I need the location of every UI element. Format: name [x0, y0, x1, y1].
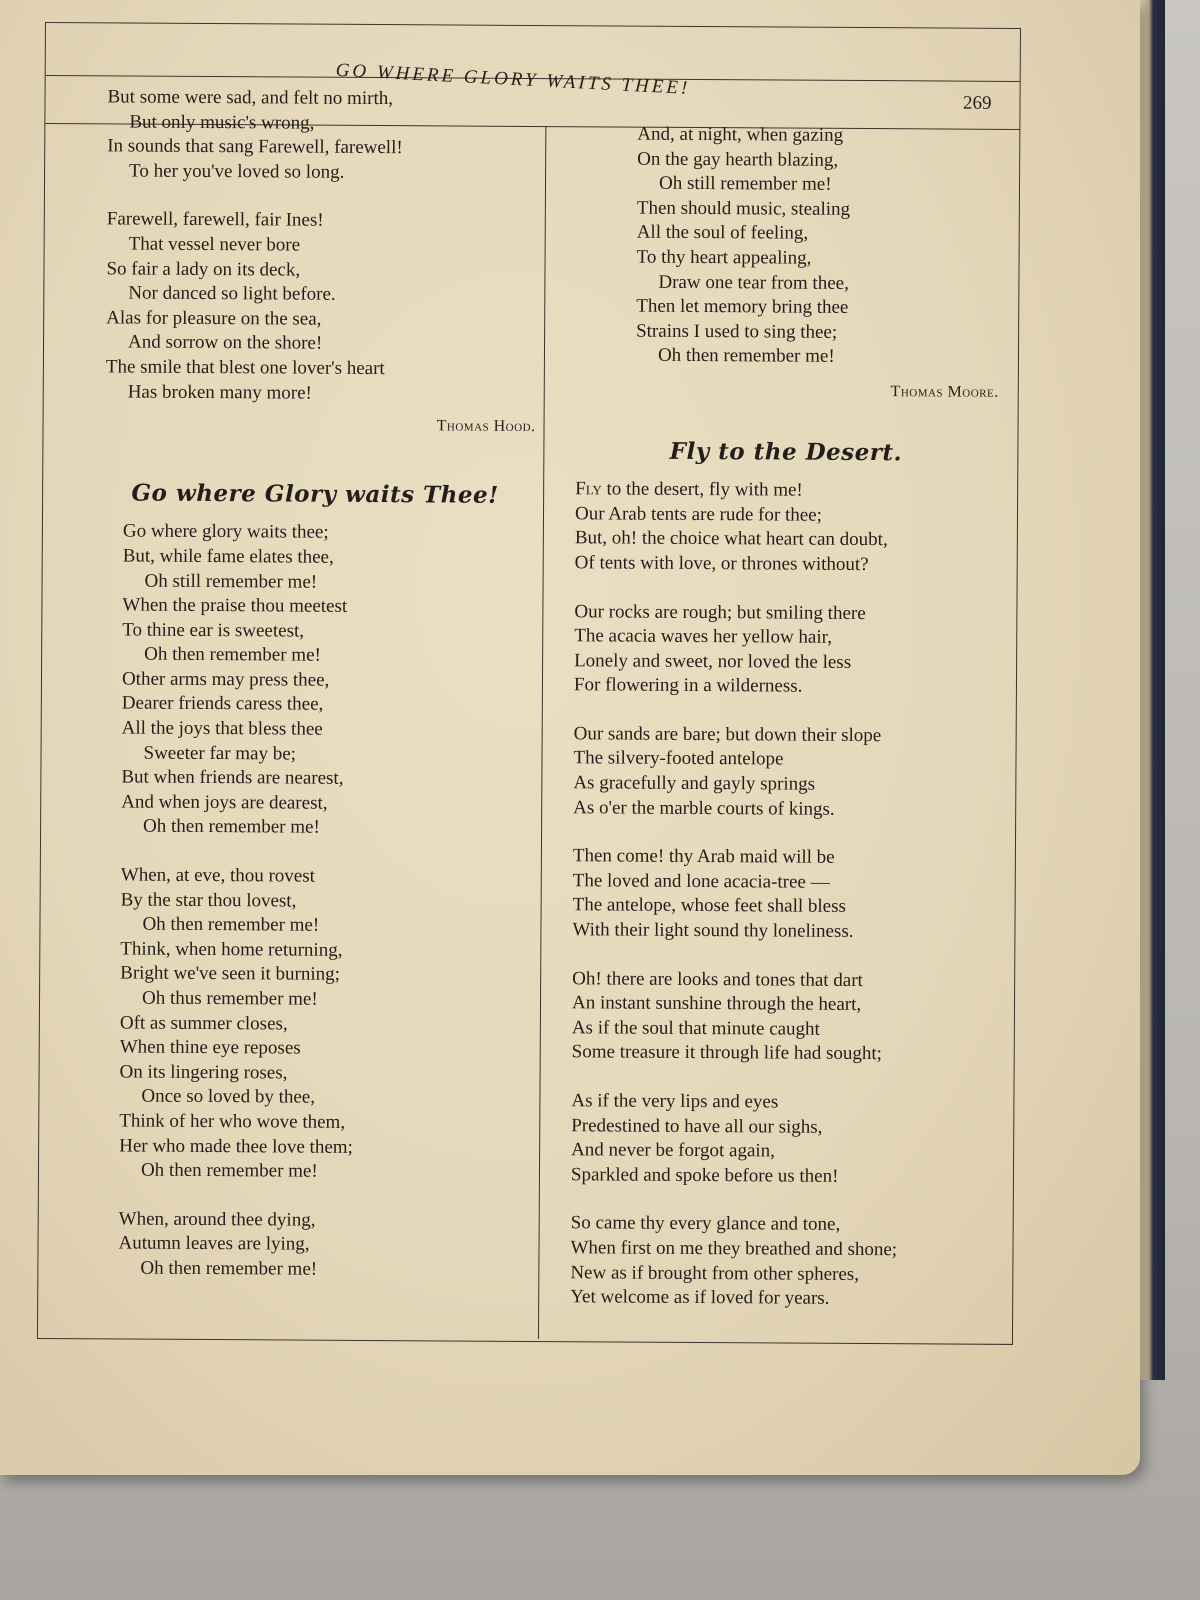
poem-line: But some were sad, and felt no mirth,	[107, 86, 394, 110]
poem-line: Oh then remember me!	[142, 913, 320, 936]
poem-line: But, while fame elates thee,	[122, 545, 334, 568]
poem-line: When, at eve, thou rovest	[120, 864, 316, 887]
poem-line: Think of her who wove them,	[119, 1110, 346, 1133]
poem-line: Autumn leaves are lying,	[118, 1232, 310, 1255]
poem-line: Has broken many more!	[127, 381, 312, 404]
stanza-break	[571, 1065, 994, 1092]
left-column	[100, 85, 536, 1283]
poem-line: As if the soul that minute caught	[571, 1017, 820, 1040]
stanza-break	[573, 820, 996, 847]
poem-line: New as if brought from other spheres,	[570, 1261, 860, 1285]
poem-line: Oh still remember me!	[144, 570, 318, 593]
poem-line: Oh then remember me!	[143, 816, 320, 839]
poem-line: To thine ear is sweetest,	[122, 619, 305, 642]
poem-line: When, around thee dying,	[118, 1208, 316, 1231]
poem-hood-tail	[106, 85, 528, 407]
poem-line: When first on me they breathed and shone;	[570, 1237, 898, 1261]
poem-line: As gracefully and gayly springs	[573, 772, 816, 795]
poem-line: Our sands are bare; but down their slope	[573, 723, 882, 746]
stanza-break	[571, 1188, 994, 1215]
first-line-rest: to the desert, fly with me!	[601, 478, 803, 501]
poem-line: So came thy every glance and tone,	[570, 1212, 841, 1236]
poem-line: And, at night, when gazing	[637, 123, 844, 146]
author-thomas-moore: Thomas Moore.	[890, 383, 999, 401]
poem-line: All the joys that bless thee	[121, 717, 323, 740]
poem-line: Some treasure it through life had sought;	[571, 1041, 883, 1065]
poem-line: Nor danced so light before.	[128, 282, 336, 305]
poem-line: Oh! there are looks and tones that dart	[572, 967, 863, 991]
poem-line: Go where glory waits thee;	[122, 520, 329, 544]
stanza-break	[119, 1183, 521, 1209]
poem-go-where-glory-continued	[574, 122, 1000, 371]
page-frame	[37, 22, 1021, 1345]
poem-line: But when friends are nearest,	[121, 766, 344, 790]
poem-line: In sounds that sang Farewell, farewell!	[107, 135, 403, 159]
poem-line: To thy heart appealing,	[636, 246, 812, 269]
poem-line: On its lingering roses,	[119, 1061, 288, 1084]
poem-line: Her who made thee love them;	[119, 1135, 353, 1158]
poem-line: The loved and lone acacia-tree —	[572, 870, 830, 893]
poem-line: Oh still remember me!	[658, 172, 832, 195]
poem-line: Once so loved by thee,	[141, 1085, 316, 1109]
poem-line: But only music's wrong,	[129, 111, 315, 134]
running-title: GO WHERE GLORY WAITS THEE!	[335, 59, 691, 100]
stanza-break	[574, 698, 997, 725]
poem-line: Yet welcome as if loved for years.	[570, 1286, 830, 1309]
poem-line: Strains I used to sing thee;	[636, 320, 838, 343]
poem-title-go-where-glory: Go where Glory waits Thee!	[131, 479, 499, 509]
poem-line: With their light sound thy loneliness.	[572, 919, 854, 942]
poem-line: When thine eye reposes	[119, 1036, 301, 1059]
poem-line: Then come! thy Arab maid will be	[572, 845, 835, 869]
poem-fly-lines	[570, 502, 998, 1313]
poem-line: That vessel never bore	[128, 233, 301, 256]
poem-line: Oh then remember me!	[657, 345, 835, 368]
poem-line: Alas for pleasure on the sea,	[106, 307, 322, 330]
poem-line: Farewell, farewell, fair Ines!	[106, 208, 324, 232]
poem-line: Lonely and sweet, nor loved the less	[574, 649, 852, 673]
poem-line: The antelope, whose feet shall bless	[572, 894, 846, 918]
poem-line: But, oh! the choice what heart can doubt,	[574, 527, 888, 551]
poem-line: Predestined to have all our sighs,	[571, 1114, 823, 1138]
poem-line: The acacia waves her yellow hair,	[574, 625, 833, 648]
poem-line: When the praise thou meetest	[122, 594, 348, 617]
poem-line: Think, when home returning,	[120, 938, 343, 961]
poem-line: Oft as summer closes,	[119, 1012, 288, 1035]
poem-line: Bright we've seen it burning;	[120, 962, 341, 986]
poem-line: Oh then remember me!	[144, 643, 321, 666]
poem-line: Other arms may press thee,	[121, 668, 330, 691]
poem-line: The silvery-footed antelope	[573, 747, 784, 770]
stanza-break	[107, 184, 527, 211]
poem-fly-to-desert	[568, 477, 998, 1312]
poem-line: Then let memory bring thee	[636, 295, 849, 319]
poem-go-where-glory	[100, 520, 525, 1284]
poem-line: For flowering in a wilderness.	[573, 674, 803, 697]
right-column	[568, 122, 1000, 1312]
column-divider	[538, 126, 546, 1339]
poem-line: Oh then remember me!	[140, 1257, 318, 1280]
poem-line: Oh then remember me!	[140, 1159, 318, 1182]
poem-line: Of tents with love, or thrones without?	[574, 552, 869, 575]
poem-title-fly-to-desert: Fly to the Desert.	[669, 437, 903, 466]
poem-line: And never be forgot again,	[571, 1139, 776, 1162]
poem-line: So fair a lady on its deck,	[106, 257, 301, 281]
stanza-break	[572, 943, 995, 970]
poem-line	[575, 477, 998, 504]
poem-line: To her you've loved so long.	[129, 160, 345, 183]
poem-line: And sorrow on the shore!	[127, 331, 323, 355]
poem-line: And when joys are dearest,	[121, 791, 328, 814]
poem-line: Then should music, stealing	[636, 197, 851, 220]
poem-line: An instant sunshine through the heart,	[571, 992, 862, 1016]
poem-line: The smile that blest one lover's heart	[105, 356, 385, 380]
poem-line: By the star thou lovest,	[120, 889, 297, 912]
stanza-break	[121, 840, 523, 866]
poem-line: Sparkled and spoke before us then!	[570, 1164, 839, 1187]
poem-line: On the gay hearth blazing,	[637, 148, 839, 171]
page-number: 269	[962, 92, 992, 114]
stanza-break	[574, 576, 997, 603]
dropcap-word: Fly	[575, 478, 602, 500]
poem-line: Oh thus remember me!	[141, 987, 318, 1010]
poem-line: Sweeter far may be;	[143, 742, 297, 765]
poem-line: Draw one tear from thee,	[658, 271, 849, 294]
poem-line: Our Arab tents are rude for thee;	[574, 502, 822, 526]
poem-line: Our rocks are rough; but smiling there	[574, 600, 866, 624]
poem-line: As o'er the marble courts of kings.	[573, 796, 835, 820]
poem-line: All the soul of feeling,	[636, 221, 809, 245]
poem-line: Dearer friends caress thee,	[121, 692, 324, 716]
poem-line: As if the very lips and eyes	[571, 1090, 779, 1113]
author-thomas-hood: Thomas Hood.	[436, 417, 536, 436]
